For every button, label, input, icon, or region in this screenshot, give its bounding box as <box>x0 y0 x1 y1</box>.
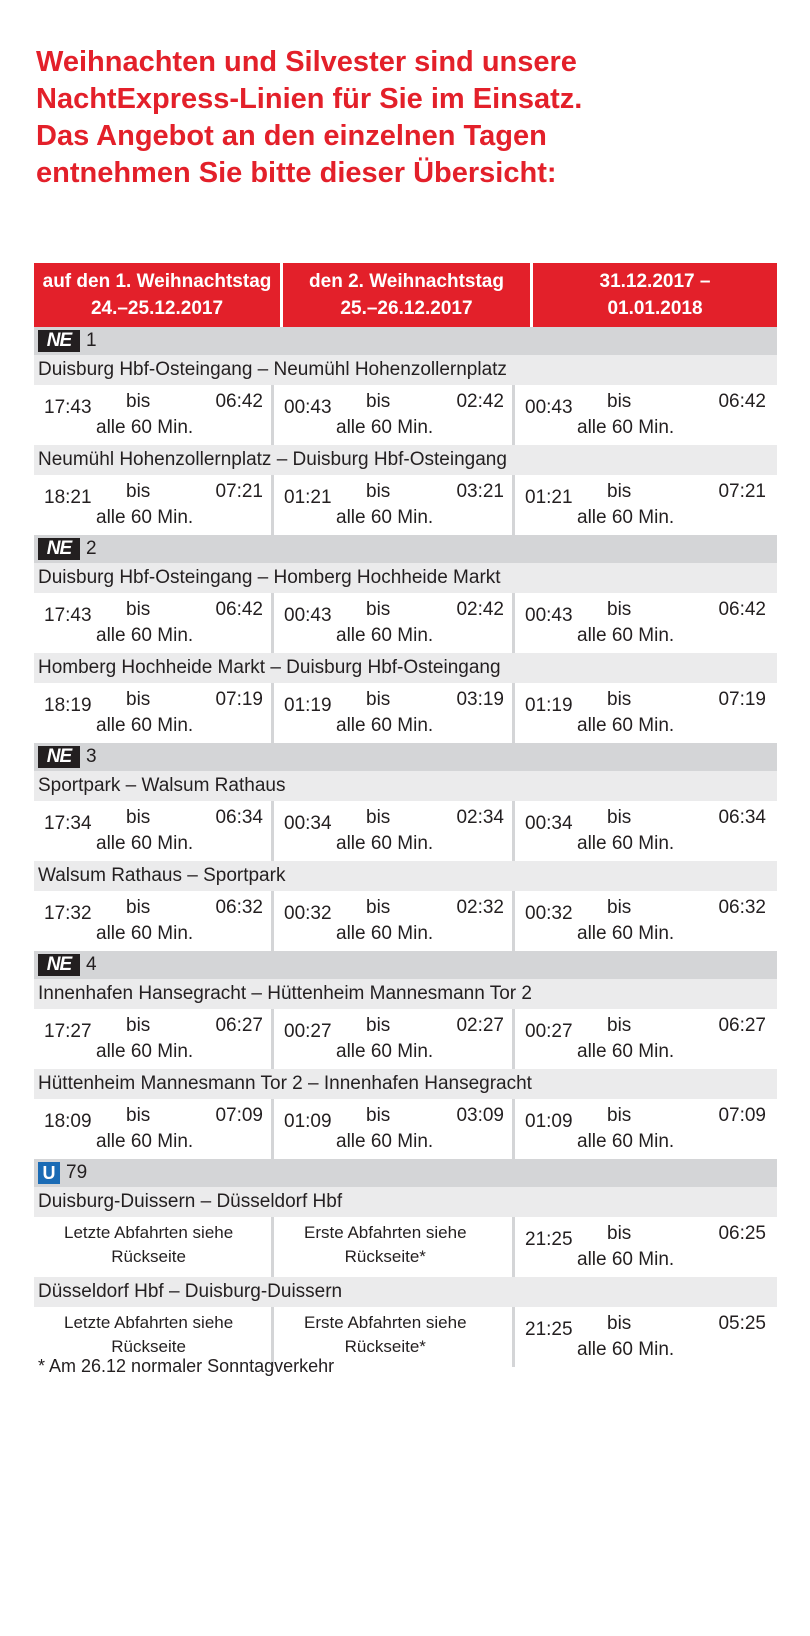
line-number: 2 <box>86 538 97 559</box>
bis-label: bis <box>607 481 632 502</box>
cell-christmas-day <box>34 683 271 743</box>
cell-boxing-day <box>271 891 512 951</box>
nachtexpress-icon: NE <box>38 330 80 352</box>
line-header <box>34 743 777 771</box>
start-time: 00:27 <box>284 1021 332 1042</box>
bis-label: bis <box>366 689 391 710</box>
bis-label: bis <box>607 689 632 710</box>
route-name: Homberg Hochheide Markt – Duisburg Hbf-Osteingang <box>34 653 777 683</box>
end-time: 07:19 <box>215 689 263 710</box>
cell-christmas-day <box>34 593 271 653</box>
line-header <box>34 327 777 355</box>
cell-christmas-day <box>34 475 271 535</box>
route-name: Sportpark – Walsum Rathaus <box>34 771 777 801</box>
start-time: 17:27 <box>44 1021 92 1042</box>
frequency: alle 60 Min. <box>577 923 675 944</box>
start-time: 01:09 <box>525 1111 573 1132</box>
line-header <box>34 1159 777 1187</box>
start-time: 21:25 <box>525 1229 573 1250</box>
reference-note <box>304 1311 467 1359</box>
end-time: 07:21 <box>718 481 766 502</box>
intro-line: NachtExpress-Linien für Sie im Einsatz. <box>36 83 583 115</box>
reference-note-line: Erste Abfahrten siehe <box>304 1313 467 1332</box>
frequency: alle 60 Min. <box>336 1041 434 1062</box>
u-bahn-icon: U <box>38 1162 60 1184</box>
nachtexpress-icon: NE <box>38 746 80 768</box>
end-time: 06:34 <box>718 807 766 828</box>
column-header-label: auf den 1. Weihnachtstag <box>42 271 272 292</box>
table-row <box>34 1099 777 1159</box>
cell-boxing-day <box>271 475 512 535</box>
end-time: 06:34 <box>215 807 263 828</box>
reference-note-line: Rückseite* <box>344 1337 426 1356</box>
bis-label: bis <box>607 897 632 918</box>
frequency: alle 60 Min. <box>336 417 434 438</box>
column-header-boxing-day <box>283 263 530 327</box>
reference-note-line: Rückseite <box>111 1337 186 1356</box>
cell-new-year <box>512 891 774 951</box>
cell-new-year <box>512 385 774 445</box>
end-time: 06:32 <box>718 897 766 918</box>
cell-new-year <box>512 683 774 743</box>
line-number: 79 <box>66 1162 88 1183</box>
column-header-label: 31.12.2017 – <box>599 271 711 292</box>
intro-text <box>36 44 776 192</box>
table-row <box>34 593 777 653</box>
start-time: 00:32 <box>284 903 332 924</box>
reference-note-line: Letzte Abfahrten siehe <box>64 1223 234 1242</box>
reference-note-line: Rückseite <box>111 1247 186 1266</box>
line-number: 4 <box>86 954 97 975</box>
bis-label: bis <box>366 1015 391 1036</box>
nachtexpress-icon: NE <box>38 538 80 560</box>
start-time: 00:43 <box>284 397 332 418</box>
frequency: alle 60 Min. <box>336 715 434 736</box>
start-time: 01:21 <box>525 487 573 508</box>
frequency: alle 60 Min. <box>96 833 194 854</box>
cell-christmas-day <box>34 385 271 445</box>
column-header-label: den 2. Weihnachtstag <box>309 271 504 292</box>
timetable <box>34 263 777 1367</box>
cell-boxing-day <box>271 683 512 743</box>
route-name: Duisburg Hbf-Osteingang – Neumühl Hohenzollernplatz <box>34 355 777 385</box>
start-time: 21:25 <box>525 1319 573 1340</box>
intro-line: Das Angebot an den einzelnen Tagen <box>36 120 547 152</box>
bis-label: bis <box>607 391 632 412</box>
start-time: 17:43 <box>44 397 92 418</box>
end-time: 02:32 <box>456 897 504 918</box>
bis-label: bis <box>366 807 391 828</box>
column-header-date: 24.–25.12.2017 <box>90 298 224 319</box>
start-time: 00:43 <box>525 397 573 418</box>
frequency: alle 60 Min. <box>577 1041 675 1062</box>
cell-new-year <box>512 593 774 653</box>
end-time: 03:09 <box>456 1105 504 1126</box>
bis-label: bis <box>607 1313 632 1334</box>
route-name: Walsum Rathaus – Sportpark <box>34 861 777 891</box>
start-time: 18:19 <box>44 695 92 716</box>
start-time: 01:21 <box>284 487 332 508</box>
start-time: 00:34 <box>525 813 573 834</box>
start-time: 00:43 <box>284 605 332 626</box>
reference-note <box>64 1221 233 1269</box>
frequency: alle 60 Min. <box>577 417 675 438</box>
route-name: Duisburg Hbf-Osteingang – Homberg Hochheide Markt <box>34 563 777 593</box>
end-time: 02:42 <box>456 391 504 412</box>
timetable-header <box>34 263 777 327</box>
frequency: alle 60 Min. <box>96 625 194 646</box>
end-time: 06:42 <box>215 599 263 620</box>
table-row <box>34 1217 777 1277</box>
nachtexpress-icon: NE <box>38 954 80 976</box>
cell-new-year <box>512 1099 774 1159</box>
start-time: 00:34 <box>284 813 332 834</box>
cell-new-year <box>512 475 774 535</box>
bis-label: bis <box>366 481 391 502</box>
intro-line: Weihnachten und Silvester sind unsere <box>36 46 577 78</box>
cell-christmas-day <box>34 801 271 861</box>
frequency: alle 60 Min. <box>577 1339 675 1360</box>
table-row <box>34 1009 777 1069</box>
end-time: 05:25 <box>718 1313 766 1334</box>
cell-new-year <box>512 1307 774 1367</box>
frequency: alle 60 Min. <box>577 1249 675 1270</box>
bis-label: bis <box>607 599 632 620</box>
end-time: 02:42 <box>456 599 504 620</box>
start-time: 00:32 <box>525 903 573 924</box>
cell-boxing-day <box>271 1099 512 1159</box>
bis-label: bis <box>126 599 151 620</box>
start-time: 18:09 <box>44 1111 92 1132</box>
cell-christmas-day <box>34 891 271 951</box>
frequency: alle 60 Min. <box>96 417 194 438</box>
column-header-christmas-day <box>34 263 280 327</box>
end-time: 06:42 <box>718 599 766 620</box>
end-time: 06:27 <box>718 1015 766 1036</box>
end-time: 02:27 <box>456 1015 504 1036</box>
bis-label: bis <box>366 391 391 412</box>
bis-label: bis <box>366 599 391 620</box>
start-time: 00:43 <box>525 605 573 626</box>
end-time: 07:21 <box>215 481 263 502</box>
frequency: alle 60 Min. <box>336 923 434 944</box>
bis-label: bis <box>126 1105 151 1126</box>
bis-label: bis <box>126 391 151 412</box>
intro-line: entnehmen Sie bitte dieser Übersicht: <box>36 157 557 189</box>
bis-label: bis <box>126 807 151 828</box>
frequency: alle 60 Min. <box>336 833 434 854</box>
end-time: 03:21 <box>456 481 504 502</box>
cell-christmas-day <box>34 1217 271 1277</box>
frequency: alle 60 Min. <box>577 715 675 736</box>
start-time: 01:19 <box>525 695 573 716</box>
cell-new-year <box>512 1009 774 1069</box>
cell-christmas-day <box>34 1009 271 1069</box>
end-time: 02:34 <box>456 807 504 828</box>
cell-boxing-day <box>271 1217 512 1277</box>
bis-label: bis <box>607 807 632 828</box>
start-time: 01:09 <box>284 1111 332 1132</box>
frequency: alle 60 Min. <box>577 507 675 528</box>
frequency: alle 60 Min. <box>96 1041 194 1062</box>
route-name: Düsseldorf Hbf – Duisburg-Duissern <box>34 1277 777 1307</box>
cell-boxing-day <box>271 801 512 861</box>
cell-boxing-day <box>271 385 512 445</box>
start-time: 00:27 <box>525 1021 573 1042</box>
bis-label: bis <box>366 897 391 918</box>
line-header <box>34 535 777 563</box>
reference-note-line: Letzte Abfahrten siehe <box>64 1313 234 1332</box>
cell-boxing-day <box>271 593 512 653</box>
table-row <box>34 385 777 445</box>
reference-note <box>304 1221 467 1269</box>
column-header-date: 01.01.2018 <box>607 298 703 319</box>
line-number: 3 <box>86 746 97 767</box>
frequency: alle 60 Min. <box>96 715 194 736</box>
table-row <box>34 475 777 535</box>
frequency: alle 60 Min. <box>577 1131 675 1152</box>
end-time: 06:27 <box>215 1015 263 1036</box>
footnote: * Am 26.12 normaler Sonntagverkehr <box>38 1356 335 1376</box>
end-time: 06:25 <box>718 1223 766 1244</box>
reference-note <box>64 1311 233 1359</box>
bis-label: bis <box>126 689 151 710</box>
start-time: 01:19 <box>284 695 332 716</box>
reference-note-line: Rückseite* <box>344 1247 426 1266</box>
frequency: alle 60 Min. <box>96 507 194 528</box>
frequency: alle 60 Min. <box>336 625 434 646</box>
end-time: 07:19 <box>718 689 766 710</box>
line-header <box>34 951 777 979</box>
bis-label: bis <box>126 1015 151 1036</box>
end-time: 07:09 <box>718 1105 766 1126</box>
end-time: 06:32 <box>215 897 263 918</box>
reference-note-line: Erste Abfahrten siehe <box>304 1223 467 1242</box>
end-time: 03:19 <box>456 689 504 710</box>
cell-christmas-day <box>34 1099 271 1159</box>
bis-label: bis <box>607 1223 632 1244</box>
route-name: Hüttenheim Mannesmann Tor 2 – Innenhafen Hansegracht <box>34 1069 777 1099</box>
bis-label: bis <box>126 897 151 918</box>
route-name: Innenhafen Hansegracht – Hüttenheim Mannesmann Tor 2 <box>34 979 777 1009</box>
bis-label: bis <box>607 1105 632 1126</box>
table-row <box>34 683 777 743</box>
line-number: 1 <box>86 330 97 351</box>
route-name: Neumühl Hohenzollernplatz – Duisburg Hbf-Osteingang <box>34 445 777 475</box>
frequency: alle 60 Min. <box>336 1131 434 1152</box>
bis-label: bis <box>126 481 151 502</box>
column-header-new-year <box>533 263 777 327</box>
start-time: 17:34 <box>44 813 92 834</box>
bis-label: bis <box>607 1015 632 1036</box>
frequency: alle 60 Min. <box>336 507 434 528</box>
cell-new-year <box>512 1217 774 1277</box>
end-time: 06:42 <box>215 391 263 412</box>
frequency: alle 60 Min. <box>577 833 675 854</box>
frequency: alle 60 Min. <box>577 625 675 646</box>
start-time: 17:32 <box>44 903 92 924</box>
frequency: alle 60 Min. <box>96 923 194 944</box>
end-time: 07:09 <box>215 1105 263 1126</box>
route-name: Duisburg-Duissern – Düsseldorf Hbf <box>34 1187 777 1217</box>
table-row <box>34 891 777 951</box>
table-row <box>34 801 777 861</box>
cell-boxing-day <box>271 1009 512 1069</box>
end-time: 06:42 <box>718 391 766 412</box>
frequency: alle 60 Min. <box>96 1131 194 1152</box>
column-header-date: 25.–26.12.2017 <box>340 298 473 319</box>
start-time: 18:21 <box>44 487 92 508</box>
cell-new-year <box>512 801 774 861</box>
bis-label: bis <box>366 1105 391 1126</box>
timetable-body <box>34 327 777 1367</box>
start-time: 17:43 <box>44 605 92 626</box>
